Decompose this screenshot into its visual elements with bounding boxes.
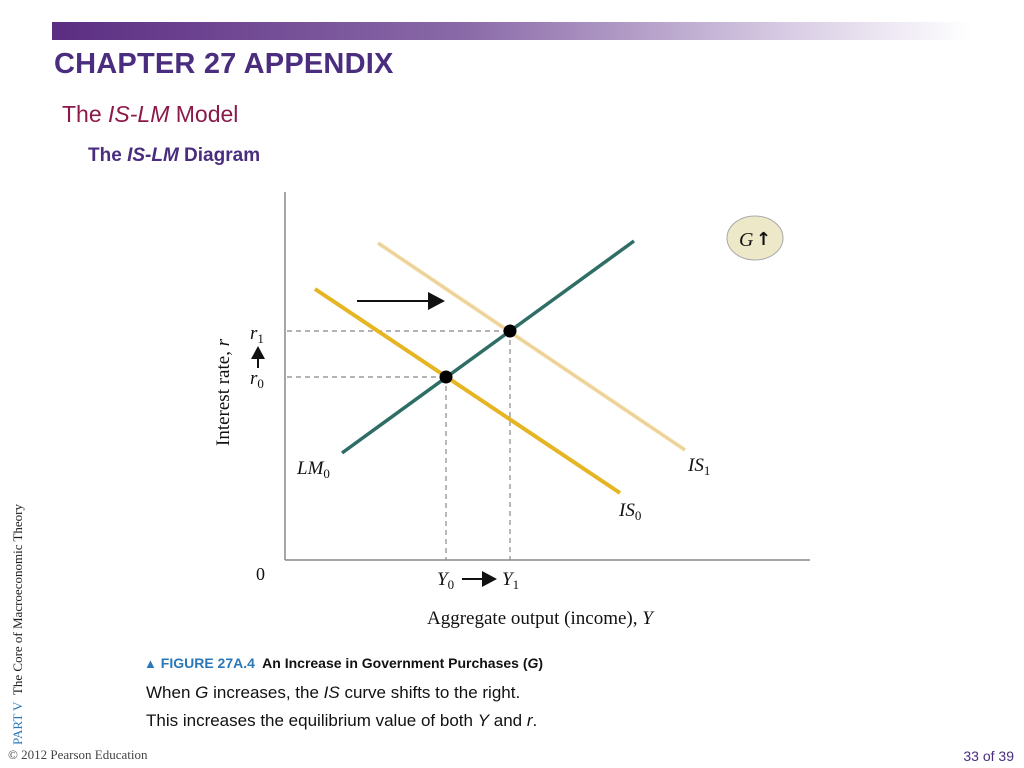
is1-label: $IS_1$ [688, 455, 711, 478]
g-badge [727, 216, 783, 260]
sidebar-book: The Core of Macroeconomic Theory [10, 503, 25, 696]
r1-label: $r_1$ [250, 323, 264, 346]
y-axis-label: Interest rate, r [213, 338, 234, 446]
sidebar-part: PART V [10, 701, 25, 745]
y-shift-arrow [462, 571, 497, 587]
figure-number: FIGURE 27A.4 [160, 655, 255, 671]
subsection-title-pre: The [88, 145, 128, 166]
equilibrium-point-new [504, 325, 517, 338]
figure-title-post: ) [538, 655, 544, 671]
caption-triangle-icon: ▲ [144, 656, 157, 671]
y0-label: $Y_0$ [437, 569, 455, 592]
r0-label: $r_0$ [250, 368, 264, 391]
section-title-islm: IS-LM [108, 101, 170, 127]
figure-caption [144, 655, 543, 671]
shift-arrow [357, 292, 445, 310]
section-title-post: Model [169, 101, 239, 127]
lm0-label: $LM_0$ [297, 458, 330, 481]
copyright: © 2012 Pearson Education [8, 747, 148, 762]
g-up-arrow-icon: ↑ [756, 229, 772, 250]
is0-curve [315, 289, 620, 493]
lm0-curve [342, 241, 634, 453]
explanation-line-1: When G increases, the IS curve shifts to the right. [146, 683, 521, 702]
origin-label: 0 [256, 564, 265, 584]
y1-label: $Y_1$ [502, 569, 520, 592]
r-shift-arrow [251, 346, 265, 368]
x-axis-label: Aggregate output (income), Y [427, 608, 653, 629]
equilibrium-point-initial [440, 371, 453, 384]
is0-label: $IS_0$ [619, 500, 642, 523]
section-title-pre: The [62, 101, 109, 127]
chapter-title: CHAPTER 27 APPENDIX [54, 48, 394, 80]
subsection-title-islm: IS-LM [127, 145, 179, 166]
subsection-title-post: Diagram [178, 145, 261, 166]
explanation-line-2: This increases the equilibrium value of both Y and r. [146, 711, 538, 730]
figure-title-var: G [527, 655, 539, 671]
is1-curve-edge [378, 243, 685, 450]
page-number: 33 of 39 [963, 748, 1014, 764]
g-badge-label: G [739, 229, 754, 251]
figure-title-pre: An Increase in Government Purchases ( [262, 655, 528, 671]
